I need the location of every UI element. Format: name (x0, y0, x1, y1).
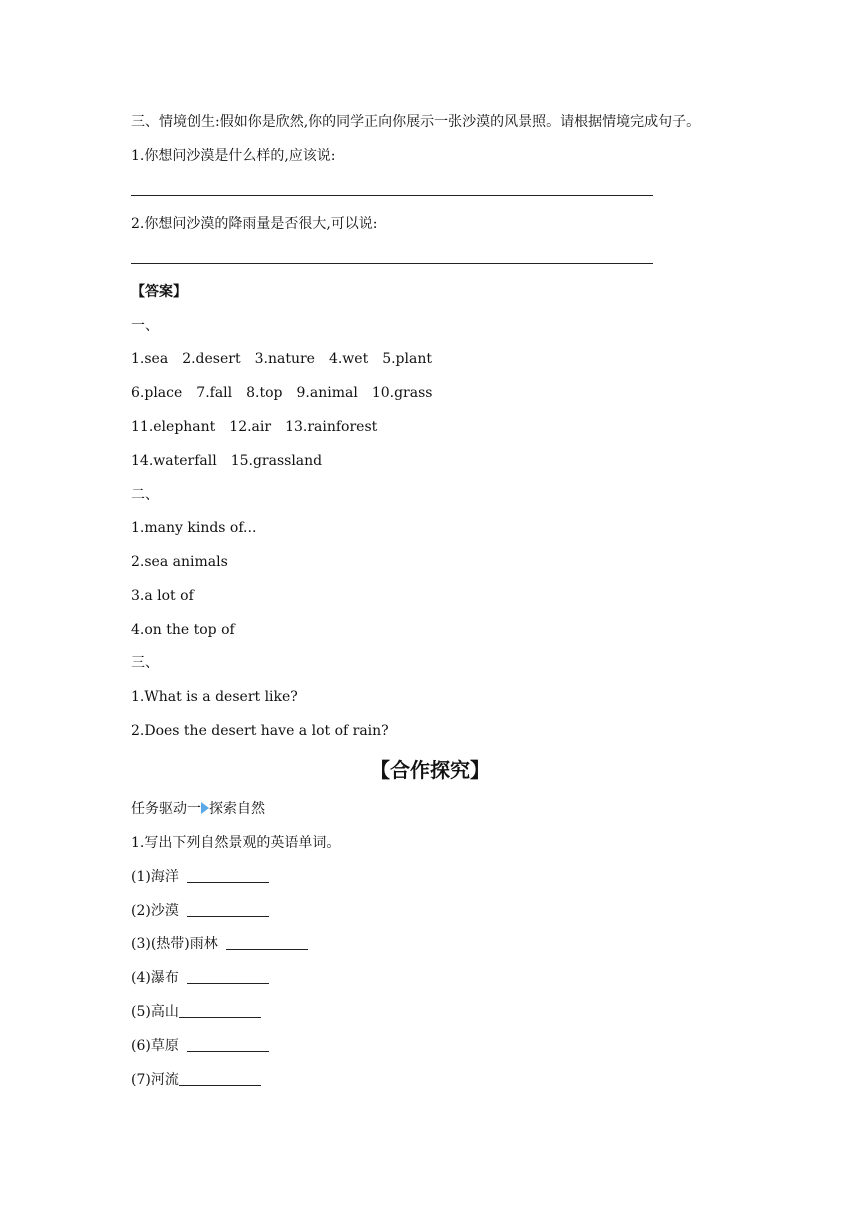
fill-blank[interactable] (187, 902, 269, 917)
answers-part3-item: 1.What is a desert like? (131, 689, 298, 705)
vocab-item (131, 1037, 269, 1055)
answers-part3-label: 三、 (131, 655, 159, 671)
answers-row-1 (131, 350, 446, 368)
answer-item: 1.sea (131, 351, 169, 367)
task-instruction: 1.写出下列自然景观的英语单词。 (131, 835, 341, 851)
arrow-right-icon (201, 802, 209, 814)
answer-line-1[interactable] (131, 195, 653, 196)
vocab-item (131, 969, 269, 987)
answer-item: 14.waterfall (131, 453, 217, 469)
answer-item: 13.rainforest (285, 419, 378, 435)
answers-part2-label: 二、 (131, 487, 159, 503)
vocab-prompt: (1)海洋 (131, 869, 179, 885)
vocab-prompt: (6)草原 (131, 1038, 179, 1054)
task-line (131, 800, 265, 818)
vocab-item (131, 1003, 261, 1021)
section3-heading: 三、情境创生:假如你是欣然,你的同学正向你展示一张沙漠的风景照。请根据情境完成句子。 (131, 114, 701, 130)
vocab-prompt: (5)高山 (131, 1004, 179, 1020)
answer-item: 12.air (229, 419, 272, 435)
answer-item: 7.fall (196, 385, 233, 401)
answer-item: 4.wet (328, 351, 369, 367)
vocab-prompt: (7)河流 (131, 1072, 179, 1088)
answer-item: 10.grass (371, 385, 433, 401)
fill-blank[interactable] (187, 1037, 269, 1052)
answer-item: 3.nature (254, 351, 315, 367)
vocab-item (131, 935, 308, 953)
vocab-item (131, 902, 269, 920)
answers-row-3 (131, 418, 391, 436)
answer-item: 5.plant (382, 351, 432, 367)
answers-row-4 (131, 452, 336, 470)
fill-blank[interactable] (187, 868, 269, 883)
section3-question-2: 2.你想问沙漠的降雨量是否很大,可以说: (131, 216, 378, 232)
fill-blank[interactable] (226, 935, 308, 950)
answers-part3-item: 2.Does the desert have a lot of rain? (131, 723, 389, 739)
answers-part2-item: 1.many kinds of... (131, 520, 257, 536)
vocab-item (131, 868, 269, 886)
answers-row-2 (131, 384, 446, 402)
answer-item: 2.desert (182, 351, 241, 367)
fill-blank[interactable] (187, 969, 269, 984)
fill-blank[interactable] (179, 1003, 261, 1018)
vocab-prompt: (4)瀑布 (131, 970, 179, 986)
answer-item: 15.grassland (230, 453, 323, 469)
answers-heading: 【答案】 (131, 284, 187, 300)
task-suffix: 探索自然 (209, 801, 265, 817)
vocab-prompt: (2)沙漠 (131, 903, 179, 919)
answers-part2-item: 3.a lot of (131, 588, 194, 604)
answer-item: 11.elephant (131, 419, 216, 435)
fill-blank[interactable] (179, 1071, 261, 1086)
task-prefix: 任务驱动一 (131, 801, 201, 817)
answers-part2-item: 2.sea animals (131, 554, 228, 570)
answer-item: 8.top (246, 385, 283, 401)
answers-part1-label: 一、 (131, 318, 159, 334)
vocab-item (131, 1071, 261, 1089)
answer-item: 9.animal (296, 385, 358, 401)
answers-part2-item: 4.on the top of (131, 622, 235, 638)
vocab-prompt: (3)(热带)雨林 (131, 936, 218, 952)
answer-line-2[interactable] (131, 263, 653, 264)
answer-item: 6.place (131, 385, 183, 401)
section3-question-1: 1.你想问沙漠是什么样的,应该说: (131, 148, 336, 164)
section-title: 【合作探究】 (370, 758, 490, 782)
